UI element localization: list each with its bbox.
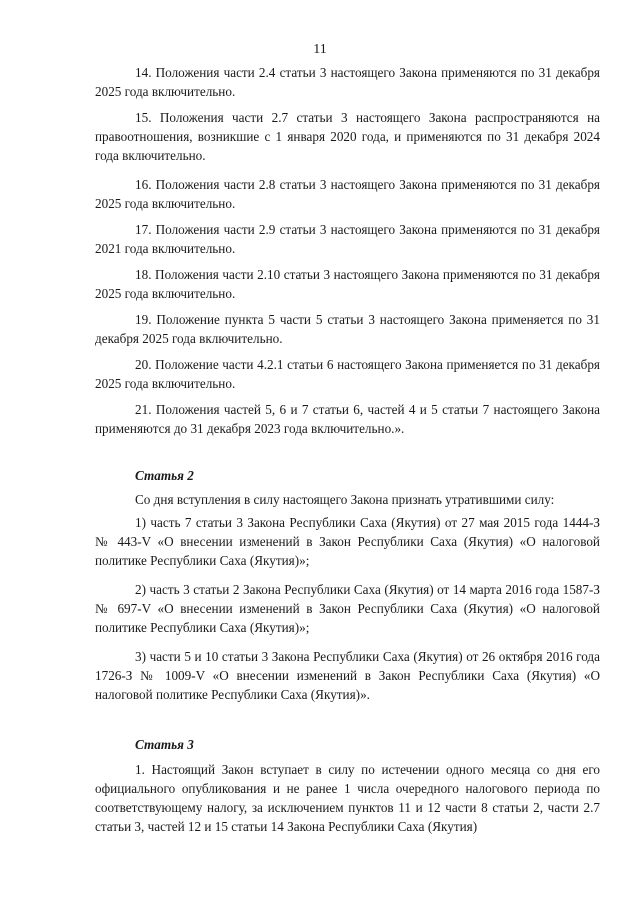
paragraph-15: 15. Положения части 2.7 статьи 3 настоящего Закона распространяются на правоотношения, возникшие с 1 января 2020 года, и применяются по 31 декабря 2024 года включительно. — [95, 110, 600, 163]
page-number: 11 — [313, 42, 327, 57]
article-2-item-3: 3) части 5 и 10 статьи 3 Закона Республики Саха (Якутия) от 26 октября 2016 года 1726-З № 1009-V «О внесении изменений в Закон Республики Саха (Якутия) «О налоговой политике Республики Саха (Якутия)». — [95, 649, 600, 702]
article-2-intro: Со дня вступления в силу настоящего Закона признать утратившими силу: — [135, 492, 555, 507]
paragraph-16: 16. Положения части 2.8 статьи 3 настоящего Закона применяются по 31 декабря 2025 года включительно. — [95, 177, 600, 211]
paragraph-20: 20. Положение части 4.2.1 статьи 6 настоящего Закона применяется по 31 декабря 2025 года включительно. — [95, 357, 600, 391]
article-3-heading: Статья 3 — [135, 737, 194, 752]
paragraph-18: 18. Положения части 2.10 статьи 3 настоящего Закона применяются по 31 декабря 2025 года включительно. — [95, 267, 600, 301]
paragraph-19: 19. Положение пункта 5 части 5 статьи 3 настоящего Закона применяется по 31 декабря 2025 года включительно. — [95, 312, 600, 346]
paragraph-21: 21. Положения частей 5, 6 и 7 статьи 6, частей 4 и 5 статьи 7 настоящего Закона применяются до 31 декабря 2023 года включительно.». — [95, 402, 600, 436]
article-2-item-2: 2) часть 3 статьи 2 Закона Республики Саха (Якутия) от 14 марта 2016 года 1587-З № 697-V «О внесении изменений в Закон Республики Саха (Якутия) «О налоговой политике Республики Саха (Якутия)»; — [95, 582, 600, 635]
article-3-paragraph-1: 1. Настоящий Закон вступает в силу по истечении одного месяца со дня его официального опубликования и не ранее 1 числа очередного налогового периода по соответствующему налогу, за исключением пунктов 11 и 12 части 8 статьи 2, части 2.7 статьи 3, частей 12 и 15 статьи 14 Закона Республики Саха (Якутия) — [95, 762, 600, 834]
paragraph-14: 14. Положения части 2.4 статьи 3 настоящего Закона применяются по 31 декабря 2025 года включительно. — [95, 65, 600, 99]
paragraph-17: 17. Положения части 2.9 статьи 3 настоящего Закона применяются по 31 декабря 2021 года включительно. — [95, 222, 600, 256]
article-2-heading: Статья 2 — [135, 468, 194, 483]
article-2-item-1: 1) часть 7 статьи 3 Закона Республики Саха (Якутия) от 27 мая 2015 года 1444-З № 443-V «О внесении изменений в Закон Республики Саха (Якутия) «О налоговой политике Республики Саха (Якутия)»; — [95, 515, 600, 568]
